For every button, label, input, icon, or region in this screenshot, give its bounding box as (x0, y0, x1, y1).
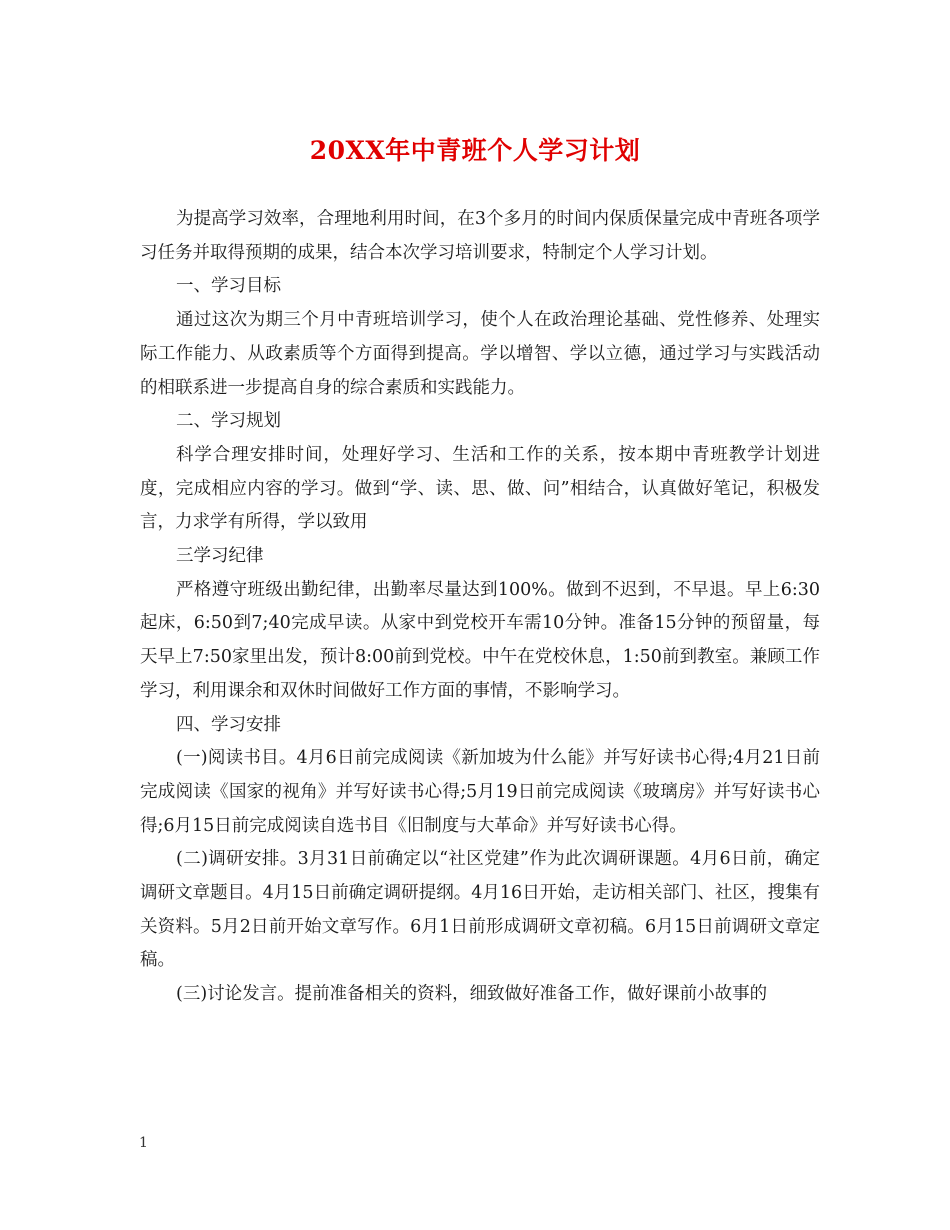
document-title: 20XX年中青班个人学习计划 (309, 136, 641, 165)
section-heading-discipline: 三学习纪律 (176, 546, 264, 567)
section-heading-planning: 二、学习规划 (176, 411, 281, 432)
section-heading-goals: 一、学习目标 (176, 276, 281, 297)
paragraph-discussion: (三)讨论发言。提前准备相关的资料，细致做好准备工作，做好课前小故事的 (176, 984, 768, 1005)
page-number: 1 (139, 1135, 148, 1151)
paragraph-research: (二)调研安排。3月31日前确定以“社区党建”作为此次调研课题。4月6日前，确定调研文章题目。4月15日前确定调研提纲。4月16日开始，走访相关部门、社区，搜集有关资料。5月2日前开始文章写作。6月1日前形成调研文章初稿。6月15日前调研文章定稿。 (140, 849, 820, 971)
section-heading-arrangement: 四、学习安排 (176, 714, 281, 735)
paragraph-discipline: 严格遵守班级出勤纪律，出勤率尽量达到100%。做到不迟到，不早退。早上6:30起床，6:50到7;40完成早读。从家中到党校开车需10分钟。准备15分钟的预留量，每天早上7:50家里出发，预计8:00前到党校。中午在党校休息，1:50前到教室。兼顾工作学习，利用课余和双休时间做好工作方面的事情，不影响学习。 (140, 579, 820, 701)
paragraph-goals: 通过这次为期三个月中青班培训学习，使个人在政治理论基础、党性修养、处理实际工作能力、从政素质等个方面得到提高。学以增智、学以立德，通过学习与实践活动的相联系进一步提高自身的综合素质和实践能力。 (140, 310, 820, 398)
paragraph-planning: 科学合理安排时间，处理好学习、生活和工作的关系，按本期中青班教学计划进度，完成相应内容的学习。做到“学、读、思、做、问”相结合，认真做好笔记，积极发言，力求学有所得，学以致用 (140, 444, 820, 533)
paragraph-reading-list: (一)阅读书目。4月6日前完成阅读《新加坡为什么能》并写好读书心得;4月21日前完成阅读《国家的视角》并写好读书心得;5月19日前完成阅读《玻璃房》并写好读书心得;6月15日前完成阅读自选书目《旧制度与大革命》并写好读书心得。 (140, 748, 820, 836)
document-body (140, 203, 820, 1012)
paragraph-intro: 为提高学习效率，合理地利用时间，在3个多月的时间内保质保量完成中青班各项学习任务并取得预期的成果，结合本次学习培训要求，特制定个人学习计划。 (140, 209, 820, 263)
